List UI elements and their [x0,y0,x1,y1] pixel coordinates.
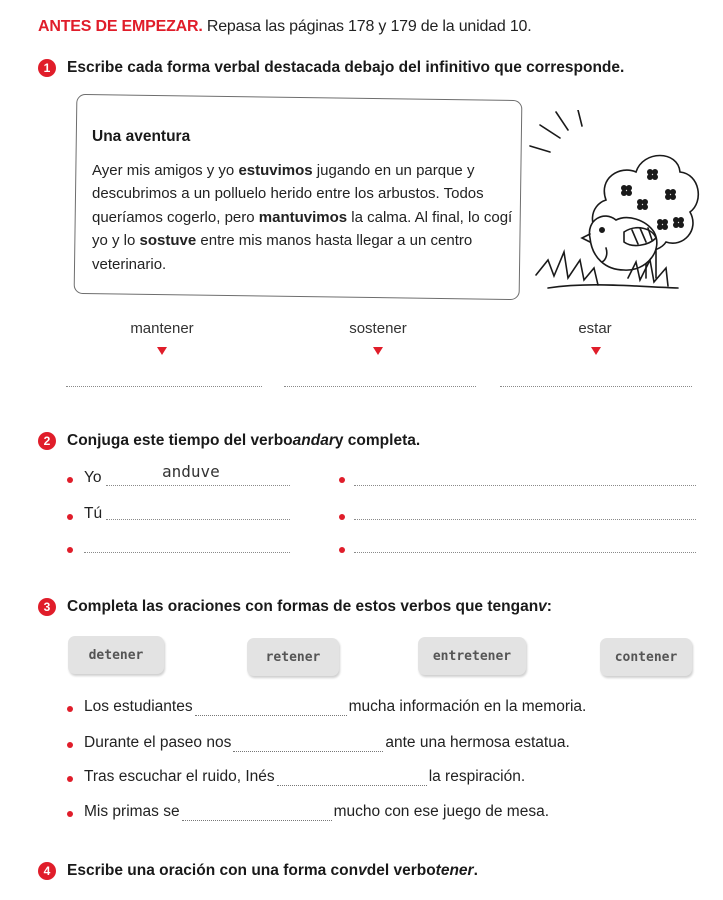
arrow-down-icon [373,347,383,355]
exercise-3-text-post: : [546,598,552,615]
exercise-2-instruction [38,432,420,450]
handwritten-answer: anduve [162,462,220,481]
exercise-3-instruction [38,598,552,616]
bullet [339,477,345,483]
exercise-4-instruction: 4 Escribe una oración con una forma con v del verbo tener . [38,862,478,880]
bird-tree-illustration [528,110,703,305]
exercise-2-text-pre: Conjuga este tiempo del verbo [67,432,293,449]
bullet [339,514,345,520]
verb-chip-entretener: entretener [418,637,526,675]
infinitive-mantener: mantener [130,320,194,337]
verb-chip-retener: retener [247,638,339,676]
answer-line-sostener[interactable] [284,386,476,387]
story-segment: Ayer mis amigos y yo [92,162,239,179]
arrow-down-icon [591,347,601,355]
bullet [67,514,73,520]
conjugation-line-3[interactable] [84,552,290,553]
bullet [67,776,73,782]
exercise-3-text-pre: Completa las oraciones con formas de estos verbos que tengan [67,598,539,615]
exercise-2-text-post: y completa. [334,432,421,449]
story-segment: entre mis manos hasta llegar a un centro veterinario. [92,232,473,273]
infinitive-sostener: sostener [349,320,407,337]
verb-chip-contener: contener [600,638,692,676]
exercise-2-verb: andar [292,432,335,449]
conjugation-line-4[interactable] [354,552,696,553]
sentence-1: Los estudiantes mucha información en la memoria. [84,698,587,715]
exercise-3-number: 3 [38,598,56,616]
bullet [67,547,73,553]
arrow-down-icon [157,347,167,355]
highlighted-verb: estuvimos [238,162,313,179]
infinitive-estar: estar [578,320,612,337]
header-text: Repasa las páginas 178 y 179 de la unidad 10. [206,18,532,35]
bullet [339,547,345,553]
bullet [67,477,73,483]
exercise-2-number: 2 [38,432,56,450]
exercise-1-text: Escribe cada forma verbal destacada debajo del infinitivo que corresponde. [67,59,625,76]
answer-line-estar[interactable] [500,386,692,387]
exercise-1-number: 1 [38,59,56,77]
sentence-2: Durante el paseo nos ante una hermosa estatua. [84,734,570,751]
header-label: ANTES DE EMPEZAR. [38,18,203,35]
exercise-4-number: 4 [38,862,56,880]
verb-chip-detener: detener [68,636,164,674]
pronoun-yo: Yo [84,469,102,486]
story-segment: la calma. Al final, lo cogí yo y lo [92,208,513,250]
bullet [67,706,73,712]
bullet [67,811,73,817]
sentence-2-blank[interactable] [233,737,383,752]
answer-line-mantener[interactable] [66,386,262,387]
bullet [67,742,73,748]
highlighted-verb: mantuvimos [258,208,348,226]
exercise-1-instruction [38,59,624,77]
conjugation-line-6[interactable] [354,519,696,520]
sentence-1-blank[interactable] [195,701,347,716]
conjugation-line-tu[interactable] [106,519,290,520]
sentence-4-blank[interactable] [182,806,332,821]
page-header [38,18,531,36]
story-text [92,159,522,276]
conjugation-line-yo[interactable] [106,485,290,486]
sentence-4: Mis primas se mucho con ese juego de mesa. [84,803,550,820]
sentence-3-blank[interactable] [277,771,427,786]
highlighted-verb: sostuve [139,232,197,250]
story-segment: jugando en un parque y descubrimos a un polluelo herido entre los arbustos. Todos queríamos cogerlo, pero [92,162,484,226]
pronoun-tu: Tú [84,505,103,522]
sentence-3: Tras escuchar el ruido, Inés la respiración. [84,768,526,785]
conjugation-line-5[interactable] [354,485,696,486]
story-title: Una aventura [92,128,191,145]
exercise-3-letter: v [538,598,547,615]
